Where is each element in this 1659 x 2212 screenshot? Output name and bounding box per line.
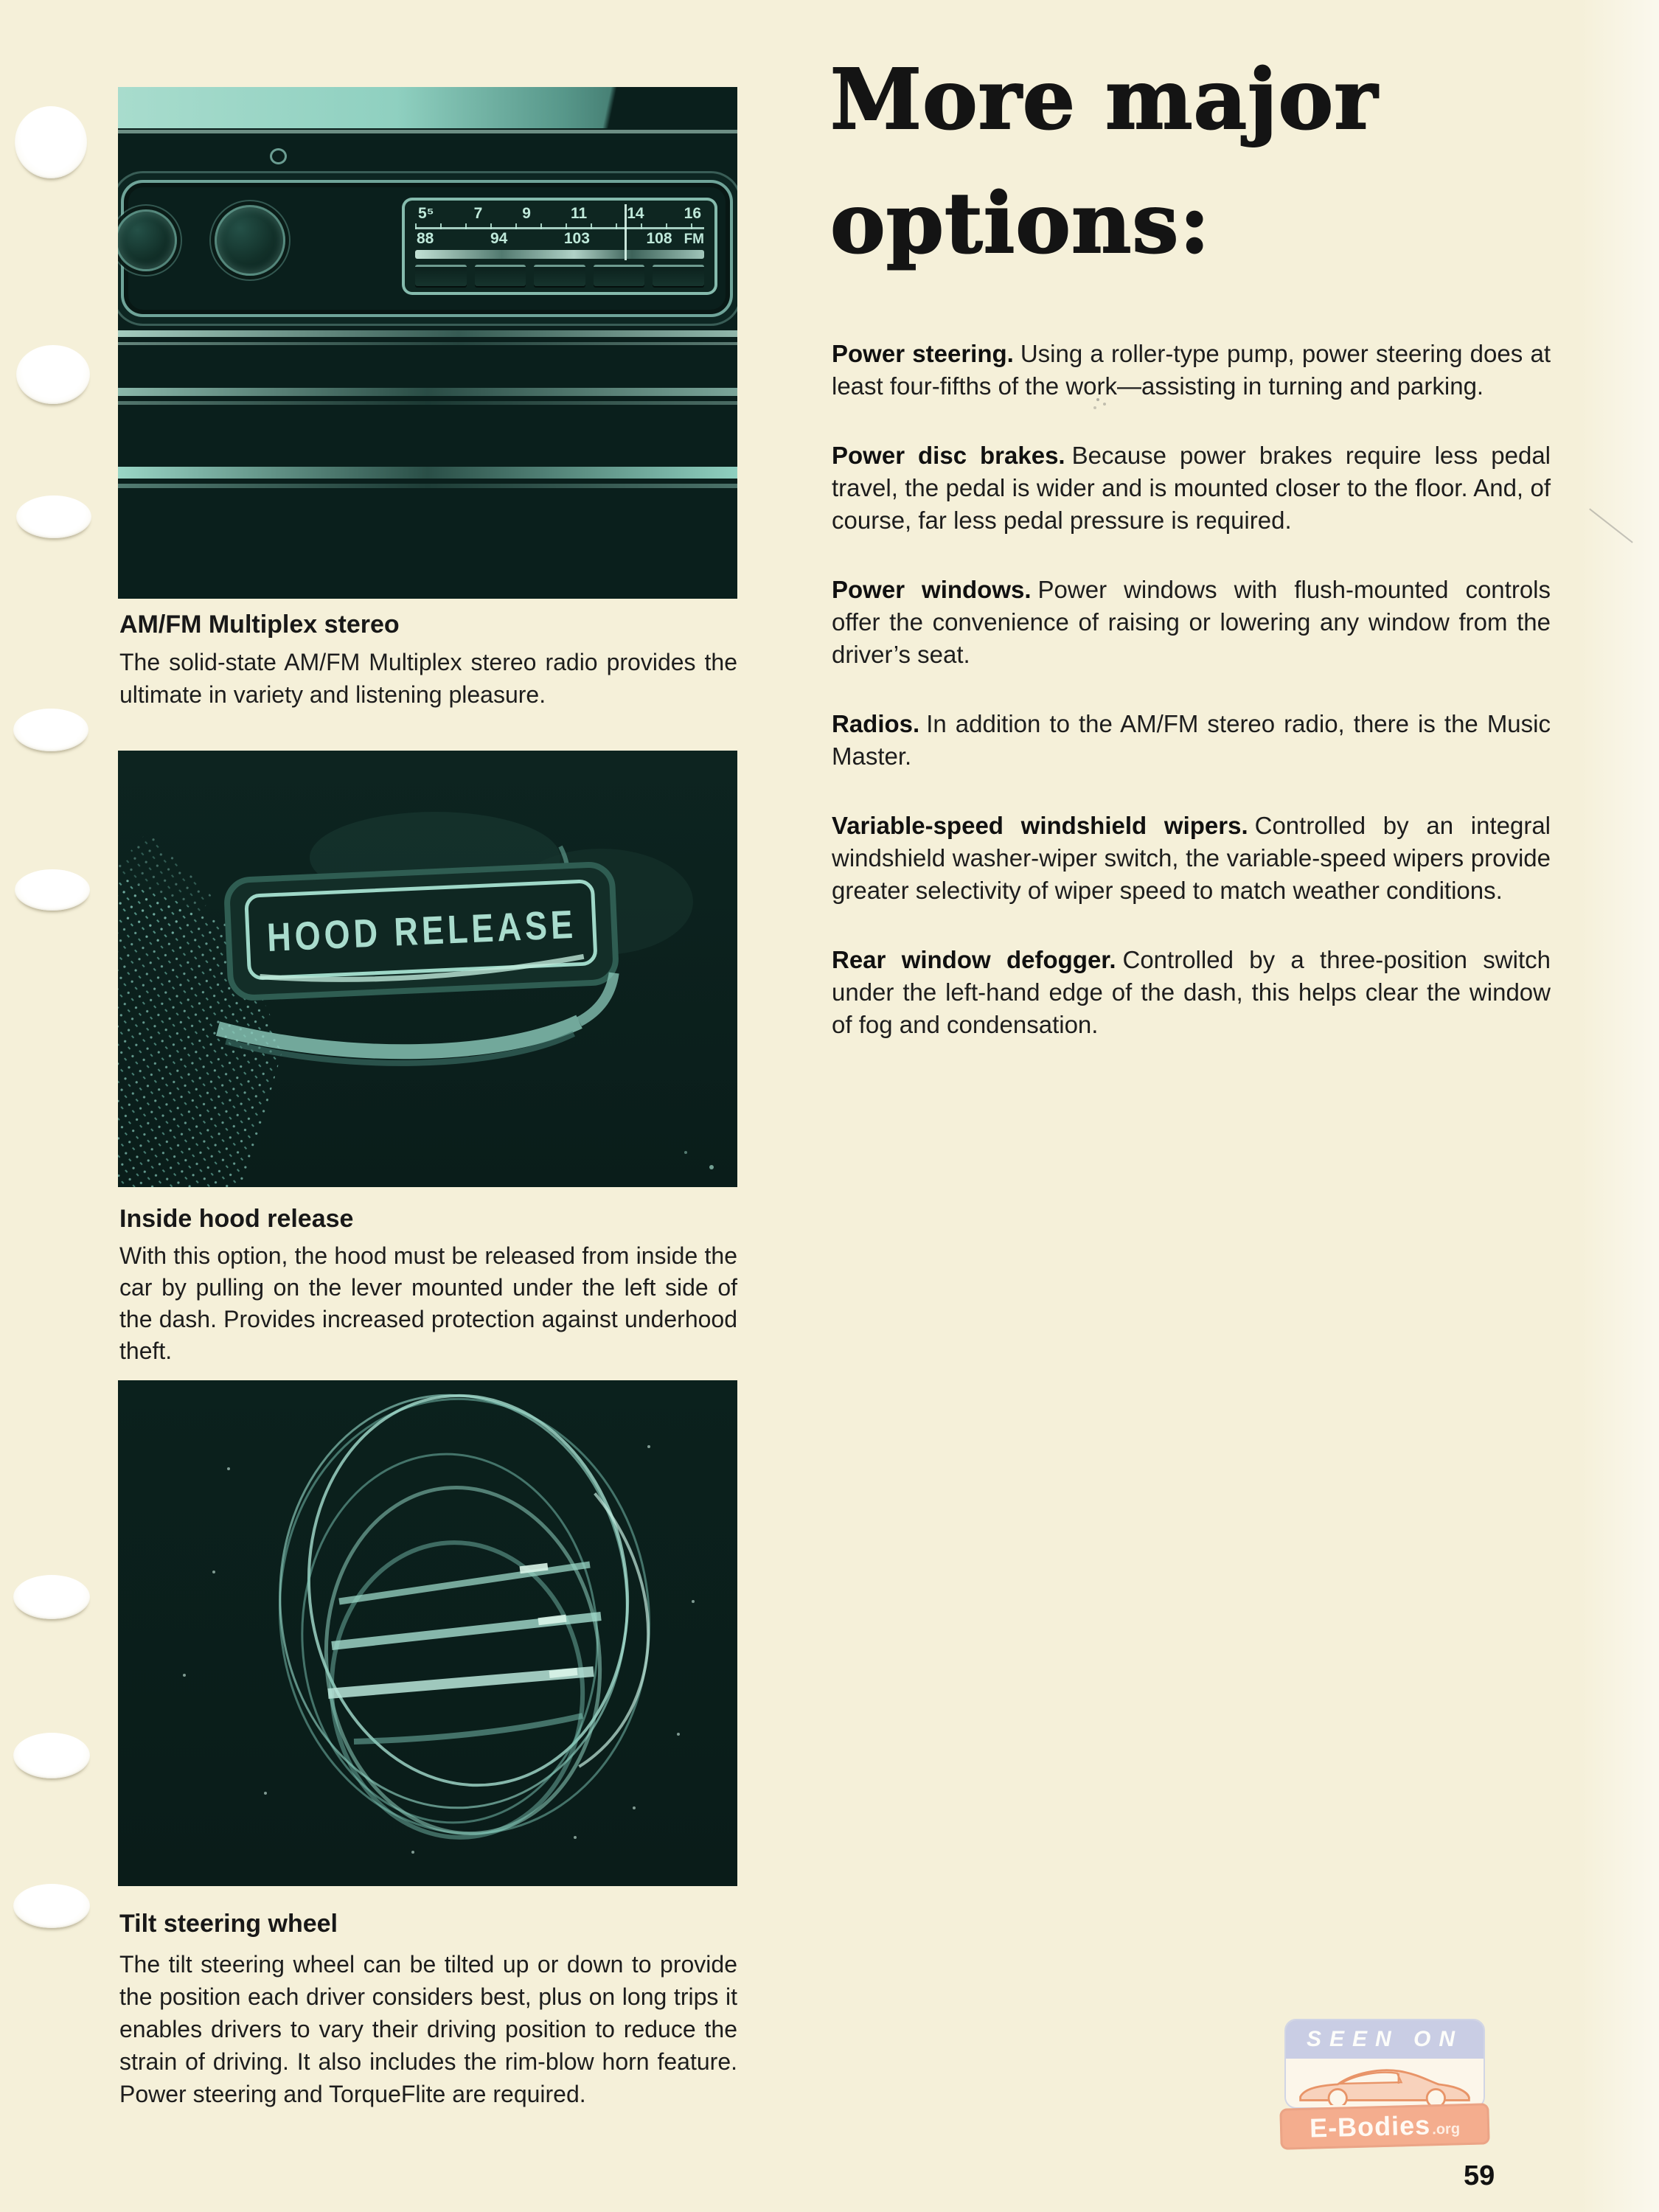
caption-amfm-stereo: AM/FM Multiplex stereo — [119, 611, 400, 639]
fm-band-label: FM — [684, 232, 704, 248]
scan-speck — [1096, 398, 1099, 401]
options-list — [832, 338, 1551, 1078]
option-lead: Power steering. — [832, 340, 1014, 367]
radio-preset-button — [534, 265, 585, 286]
binder-hole — [13, 1884, 90, 1928]
fm-scale-label: 94 — [490, 230, 508, 248]
binder-hole — [13, 1733, 90, 1778]
radio-preset-button — [594, 265, 645, 286]
option-lead: Variable-speed windshield wipers. — [832, 812, 1248, 839]
dash-trim-line — [118, 401, 737, 405]
dash-trim-line — [118, 130, 737, 133]
car-silhouette-icon — [1293, 2061, 1477, 2105]
option-paragraph-power-disc-brakes — [832, 439, 1551, 537]
option-text: Power windows with flush-mounted controls offer the convenience of raising or lowering any window from the driver’s seat. — [832, 576, 1551, 668]
ebodies-watermark — [1284, 2019, 1485, 2143]
dash-trim-line — [118, 484, 737, 488]
binder-hole — [15, 106, 87, 178]
option-paragraph-power-windows — [832, 574, 1551, 671]
binder-hole — [16, 495, 91, 538]
option-paragraph-defogger — [832, 944, 1551, 1041]
radio-knob-right — [215, 205, 285, 276]
radio-dial-window — [402, 198, 717, 295]
watermark-seen-on: SEEN ON — [1286, 2020, 1484, 2059]
option-text: Using a roller-type pump, power steering does at least four-fifths of the work—assisting in turning and parking. — [832, 340, 1551, 400]
caption-body-tilt-steering: The tilt steering wheel can be tilted up or down to provide the position each driver considers best, plus on long trips it enables drivers to vary their driving position to reduce the strain of driving. It also includes the rim-blow horn feature. Power steering and TorqueFlite are required. — [119, 1951, 737, 2107]
dash-trim-line — [118, 388, 737, 396]
binder-hole — [13, 1575, 90, 1619]
binder-hole — [16, 345, 90, 404]
option-text: Because power brakes require less pedal travel, the pedal is wider and is mounted closer to the floor. And, of course, far less pedal pressure is required. — [832, 442, 1551, 534]
radio-preset-button — [475, 265, 526, 286]
dash-top-highlight — [118, 87, 737, 128]
option-lead: Power disc brakes. — [832, 442, 1065, 469]
option-paragraph-power-steering — [832, 338, 1551, 403]
fm-scale-label: 88 — [417, 230, 434, 248]
fm-scale-label: 103 — [563, 230, 590, 248]
option-lead: Power windows. — [832, 576, 1032, 603]
binder-hole — [15, 869, 90, 911]
dash-screw-hole — [270, 148, 287, 164]
option-text: Controlled by an integral windshield washer-wiper switch, the variable-speed wipers provide greater selectivity of wiper speed to match weather conditions. — [832, 812, 1551, 904]
radio-knob-left — [118, 209, 177, 271]
caption-body-amfm-stereo: The solid-state AM/FM Multiplex stereo radio provides the ultimate in variety and listening pleasure. — [119, 649, 737, 708]
fm-scale-label: 108 — [646, 230, 672, 248]
hood-release-plaque-text: HOOD RELEASE — [265, 900, 640, 961]
hood-release-illustration — [118, 751, 737, 1187]
am-scale-label: 9 — [522, 205, 531, 222]
am-scale-label: 14 — [627, 205, 644, 222]
dial-pointer — [625, 204, 627, 260]
dash-trim-line — [118, 330, 737, 337]
option-lead: Radios. — [832, 710, 920, 737]
am-scale-label: 5⁵ — [418, 205, 434, 222]
am-scale-label: 7 — [473, 205, 483, 222]
watermark-badge — [1284, 2019, 1485, 2109]
page-title — [830, 38, 1568, 286]
radio-preset-buttons — [415, 265, 704, 286]
photo-amfm-radio — [118, 87, 737, 599]
tilt-wheel-illustration — [118, 1380, 737, 1886]
option-text: Controlled by a three-position switch under the left-hand edge of the dash, this helps clear the window of fog and condensation. — [832, 946, 1551, 1038]
watermark-car-area — [1286, 2059, 1484, 2107]
watermark-brand-bar — [1279, 2103, 1489, 2149]
page-title-line2: options: — [830, 175, 1211, 272]
page-title-line1: More major — [830, 52, 1379, 148]
photo-tilt-steering-wheel — [118, 1380, 737, 1886]
dial-tick-marks — [415, 223, 704, 229]
watermark-tld: .org — [1431, 2121, 1461, 2138]
am-scale — [415, 205, 704, 223]
radio-preset-button — [653, 265, 704, 286]
photo-hood-release — [118, 751, 737, 1187]
option-lead: Rear window defogger. — [832, 946, 1116, 973]
binder-hole — [13, 709, 88, 751]
page-number: 59 — [1464, 2160, 1495, 2191]
option-text: In addition to the AM/FM stereo radio, there is the Music Master. — [832, 710, 1551, 770]
dash-trim-line — [118, 342, 737, 345]
dial-glass-highlight — [415, 250, 704, 259]
watermark-brand: E-Bodies — [1309, 2110, 1431, 2143]
dash-trim-line — [118, 467, 737, 479]
radio-preset-button — [415, 265, 467, 286]
caption-hood-release: Inside hood release — [119, 1205, 354, 1233]
caption-body-hood-release: With this option, the hood must be released from inside the car by pulling on the lever mounted under the left side of the dash. Provides increased protection against underhood theft. — [119, 1242, 737, 1364]
scan-edge-highlight — [1578, 0, 1659, 2212]
am-scale-label: 11 — [571, 205, 588, 222]
option-paragraph-radios — [832, 708, 1551, 773]
am-scale-label: 16 — [684, 205, 701, 222]
option-paragraph-wipers — [832, 810, 1551, 907]
caption-tilt-steering: Tilt steering wheel — [119, 1910, 338, 1938]
fm-scale — [415, 230, 674, 248]
